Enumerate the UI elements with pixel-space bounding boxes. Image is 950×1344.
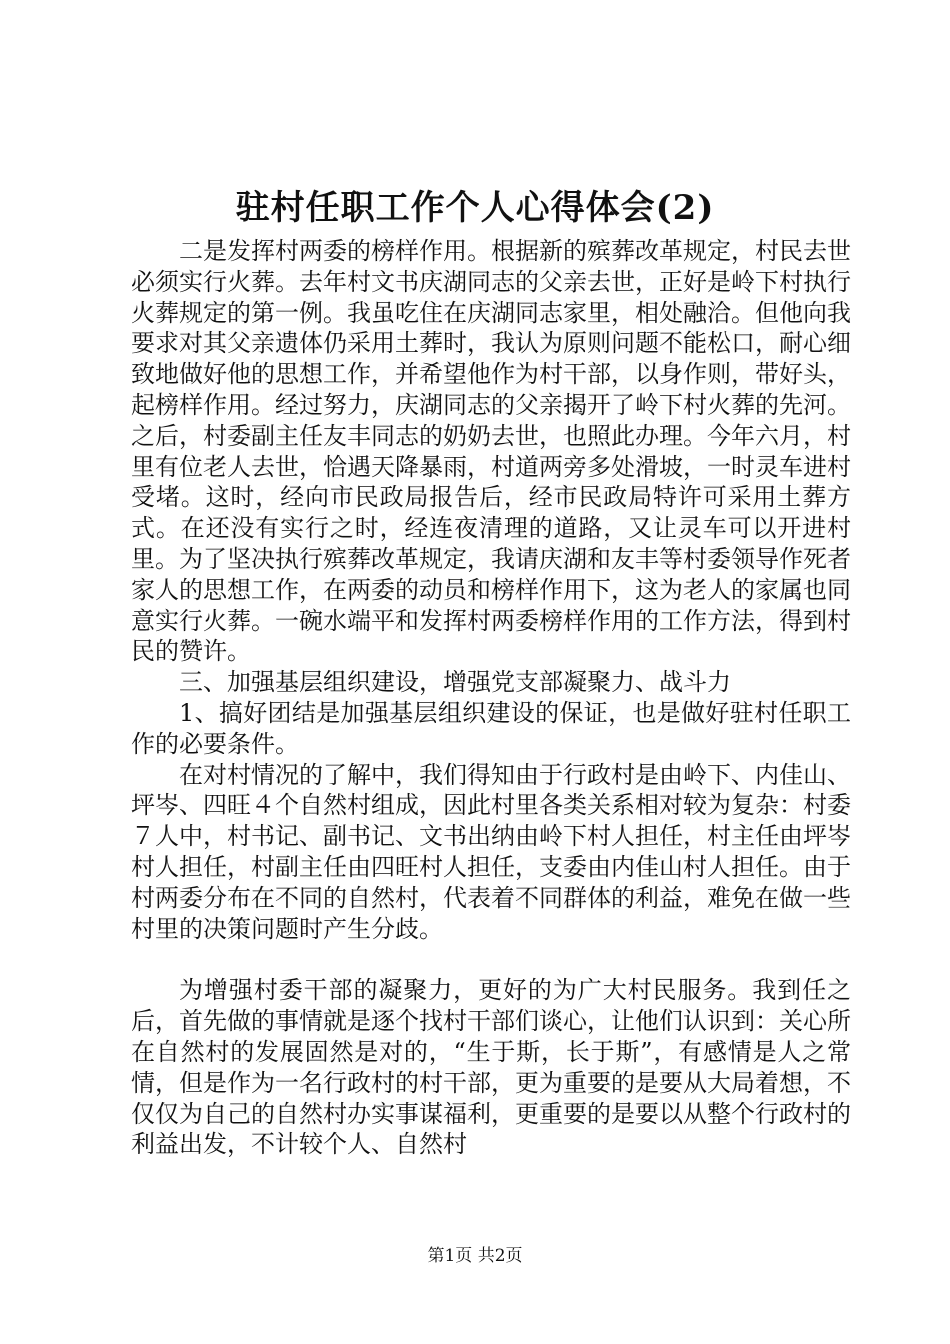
page-number-footer: 第1页 共2页 [427, 1246, 523, 1266]
document-body [131, 236, 851, 1160]
paragraph-village-situation: 在对村情况的了解中，我们得知由于行政村是由岭下、内佳山、坪岑、四旺４个自然村组成，因此村里各类关系相对较为复杂：村委７人中，村书记、副书记、文书出纳由岭下村人担任，村主任由坪岑村人担任，村副主任由四旺村人担任，支委由内佳山村人担任。由于村两委分布在不同的自然村，代表着不同群体的利益，难免在做一些村里的决策问题时产生分歧。 [131, 760, 851, 943]
section-heading-organization: 三、加强基层组织建设，增强党支部凝聚力、战斗力 [179, 668, 731, 697]
paragraph-unity: 1、搞好团结是加强基层组织建设的保证，也是做好驻村任职工作的必要条件。 [131, 698, 851, 758]
document-title: 驻村任职工作个人心得体会(2) [235, 188, 715, 228]
paragraph-funeral-reform: 二是发挥村两委的榜样作用。根据新的殡葬改革规定，村民去世必须实行火葬。去年村文书庆湖同志的父亲去世，正好是岭下村执行火葬规定的第一例。我虽吃住在庆湖同志家里，相处融洽。但他向我要求对其父亲遗体仍采用土葬时，我认为原则问题不能松口，耐心细致地做好他的思想工作，并希望他作为村干部，以身作则，带好头，起榜样作用。经过努力，庆湖同志的父亲揭开了岭下村火葬的先河。之后，村委副主任友丰同志的奶奶去世，也照此办理。今年六月，村里有位老人去世，恰遇天降暴雨，村道两旁多处滑坡，一时灵车进村受堵。这时，经向市民政局报告后，经市民政局特许可采用土葬方式。在还没有实行之时，经连夜清理的道路，又让灵车可以开进村里。为了坚决执行殡葬改革规定，我请庆湖和友丰等村委领导作死者家人的思想工作，在两委的动员和榜样作用下，这为老人的家属也同意实行火葬。一碗水端平和发挥村两委榜样作用的工作方法，得到村民的赞许。 [131, 237, 851, 666]
paragraph-cohesion: 为增强村委干部的凝聚力，更好的为广大村民服务。我到任之后，首先做的事情就是逐个找村干部们谈心，让他们认识到：关心所在自然村的发展固然是对的，“生于斯，长于斯”，有感情是人之常情，但是作为一名行政村的村干部，更为重要的是要从大局着想，不仅仅为自己的自然村办实事谋福利，更重要的是要以从整个行政村的利益出发，不计较个人、自然村 [131, 976, 851, 1159]
